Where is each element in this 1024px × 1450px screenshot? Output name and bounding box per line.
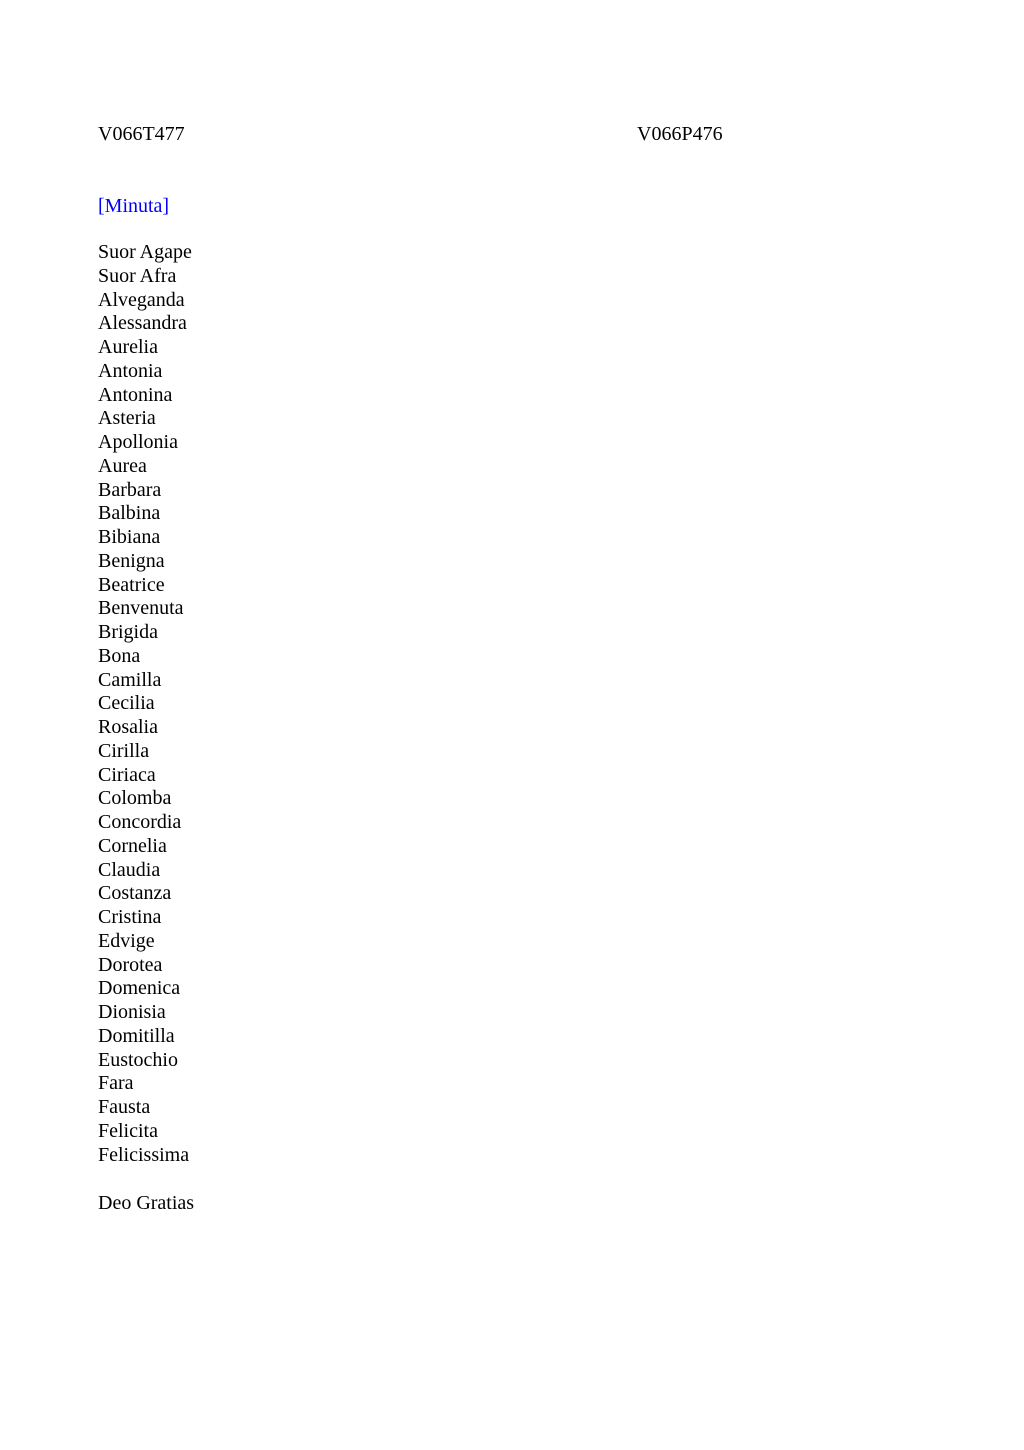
- name-item: Aurea: [98, 454, 147, 477]
- name-item: Asteria: [98, 407, 156, 430]
- name-item: Fara: [98, 1072, 134, 1095]
- name-item: Dorotea: [98, 953, 163, 976]
- name-item: Cirilla: [98, 739, 150, 762]
- name-item: Cecilia: [98, 692, 155, 715]
- name-item: Claudia: [98, 858, 161, 881]
- name-item: Bona: [98, 644, 141, 667]
- name-item: Aurelia: [98, 336, 158, 358]
- name-item: Domitilla: [98, 1024, 175, 1047]
- minuta-note: [Minuta]: [98, 195, 170, 217]
- name-item: Suor Agape: [98, 241, 192, 263]
- name-item: Apollonia: [98, 431, 178, 453]
- name-item: Camilla: [98, 668, 162, 691]
- document-code-left: V066T477: [98, 123, 185, 145]
- name-item: Suor Afra: [98, 264, 177, 287]
- name-item: Benigna: [98, 549, 165, 572]
- name-item: Benvenuta: [98, 597, 184, 620]
- name-item: Felicita: [98, 1119, 158, 1142]
- name-item: Rosalia: [98, 716, 158, 738]
- name-item: Ciriaca: [98, 763, 156, 786]
- name-item: Barbara: [98, 478, 162, 501]
- name-item: Alveganda: [98, 288, 185, 311]
- name-item: Concordia: [98, 811, 182, 833]
- name-item: Antonia: [98, 359, 163, 382]
- name-item: Bibiana: [98, 526, 161, 548]
- document-code-right: V066P476: [637, 123, 723, 145]
- name-item: Beatrice: [98, 573, 165, 596]
- name-item: Dionisia: [98, 1001, 166, 1023]
- name-item: Antonina: [98, 383, 173, 406]
- name-item: Colomba: [98, 787, 172, 810]
- name-item: Brigida: [98, 621, 158, 643]
- name-item: Edvige: [98, 929, 155, 952]
- name-item: Cornelia: [98, 834, 167, 857]
- name-item: Costanza: [98, 882, 172, 905]
- name-item: Fausta: [98, 1096, 151, 1118]
- name-item: Balbina: [98, 502, 161, 525]
- closing-text: Deo Gratias: [98, 1192, 195, 1214]
- name-item: Eustochio: [98, 1048, 178, 1071]
- name-item: Domenica: [98, 977, 181, 1000]
- names-list: [98, 241, 192, 1167]
- name-item: Felicissima: [98, 1143, 190, 1166]
- name-item: Cristina: [98, 906, 162, 928]
- name-item: Alessandra: [98, 312, 187, 335]
